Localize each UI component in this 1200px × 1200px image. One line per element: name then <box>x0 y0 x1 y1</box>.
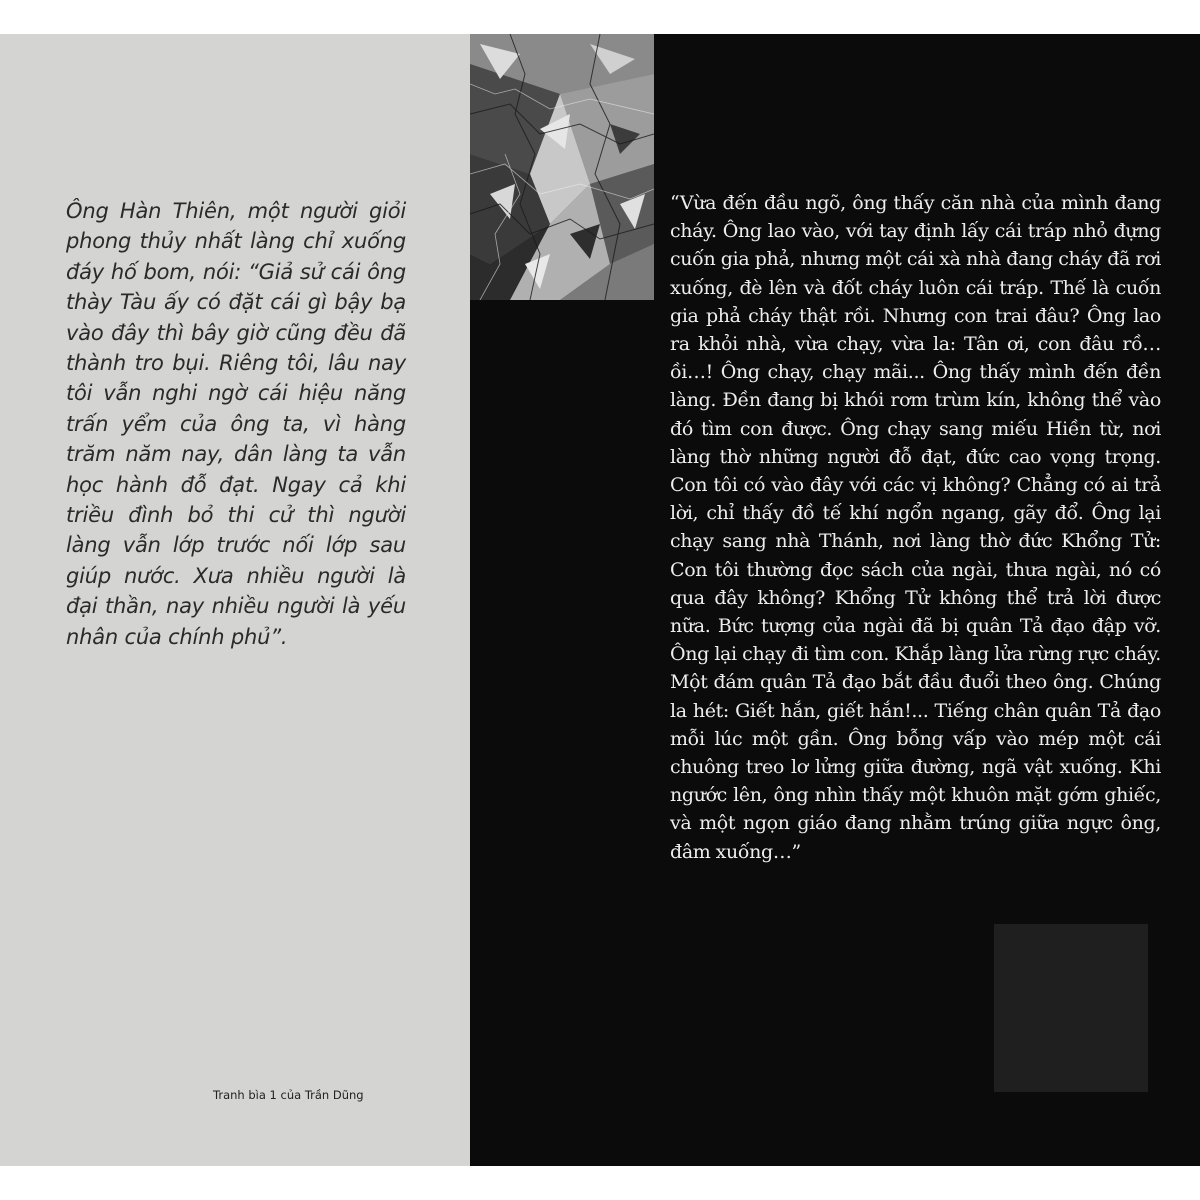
right-quote: “Vừa đến đầu ngõ, ông thấy căn nhà của mình đang cháy. Ông lao vào, với tay định lấy cái tráp nhỏ đựng cuốn gia phả, nhưng một cái xà nhà đang cháy đã rơi xuống, đè lên và đốt cháy luôn cái tráp. Thế là cuốn gia phả cháy thật rồi. Nhưng con trai đâu? Ông lao ra khỏi nhà, vừa chạy, vừa la: Tân ơi, con đâu rồ…ồi…! Ông chạy, chạy mãi... Ông thấy mình đến đền làng. Đền đang bị khói rơm trùm kín, không thể vào đó tìm con được. Ông chạy sang miếu Hiền từ, nơi làng thờ những người đỗ đạt, đức cao vọng trọng. Con tôi có vào đây với các vị không? Chẳng có ai trả lời, chỉ thấy đồ tế khí ngổn ngang, gãy đổ. Ông lại chạy sang nhà Thánh, nơi làng thờ đức Khổng Tử: Con tôi thường đọc sách của ngài, thưa ngài, nó có qua đây không? Khổng Tử không thể trả lời được nữa. Bức tượng của ngài đã bị quân Tả đạo đập vỡ. Ông lại chạy đi tìm con. Khắp làng lửa rừng rực cháy. Một đám quân Tả đạo bắt đầu đuổi theo ông. Chúng la hét: Giết hắn, giết hắn!... Tiếng chân quân Tả đạo mỗi lúc một gần. Ông bỗng vấp vào mép một cái chuông treo lơ lửng giữa đường, ngã vật xuống. Khi ngước lên, ông nhìn thấy một khuôn mặt gớm ghiếc, và một ngọn giáo đang nhằm trúng giữa ngực ông, đâm xuống…” <box>670 192 1161 863</box>
barcode-placeholder <box>994 924 1148 1092</box>
right-panel <box>470 34 1200 1166</box>
cover-art-credit: Tranh bìa 1 của Trần Dũng <box>213 1088 364 1102</box>
left-panel <box>0 34 470 1166</box>
left-quote: Ông Hàn Thiên, một người giỏi phong thủy nhất làng chỉ xuống đáy hố bom, nói: “Giả sử cái ông thày Tàu ấy có đặt cái gì bậy bạ vào đây thì bây giờ cũng đều đã thành tro bụi. Riêng tôi, lâu nay tôi vẫn nghi ngờ cái hiệu năng trấn yểm của ông ta, vì hàng trăm năm nay, dân làng ta vẫn học hành đỗ đạt. Ngay cả khi triều đình bỏ thi cử thì người làng vẫn lớp trước nối lớp sau giúp nước. Xưa nhiều người là đại thần, nay nhiều người là yếu nhân của chính phủ”. <box>66 199 406 649</box>
book-back-cover <box>0 34 1200 1166</box>
shattered-painting-icon <box>470 34 654 300</box>
